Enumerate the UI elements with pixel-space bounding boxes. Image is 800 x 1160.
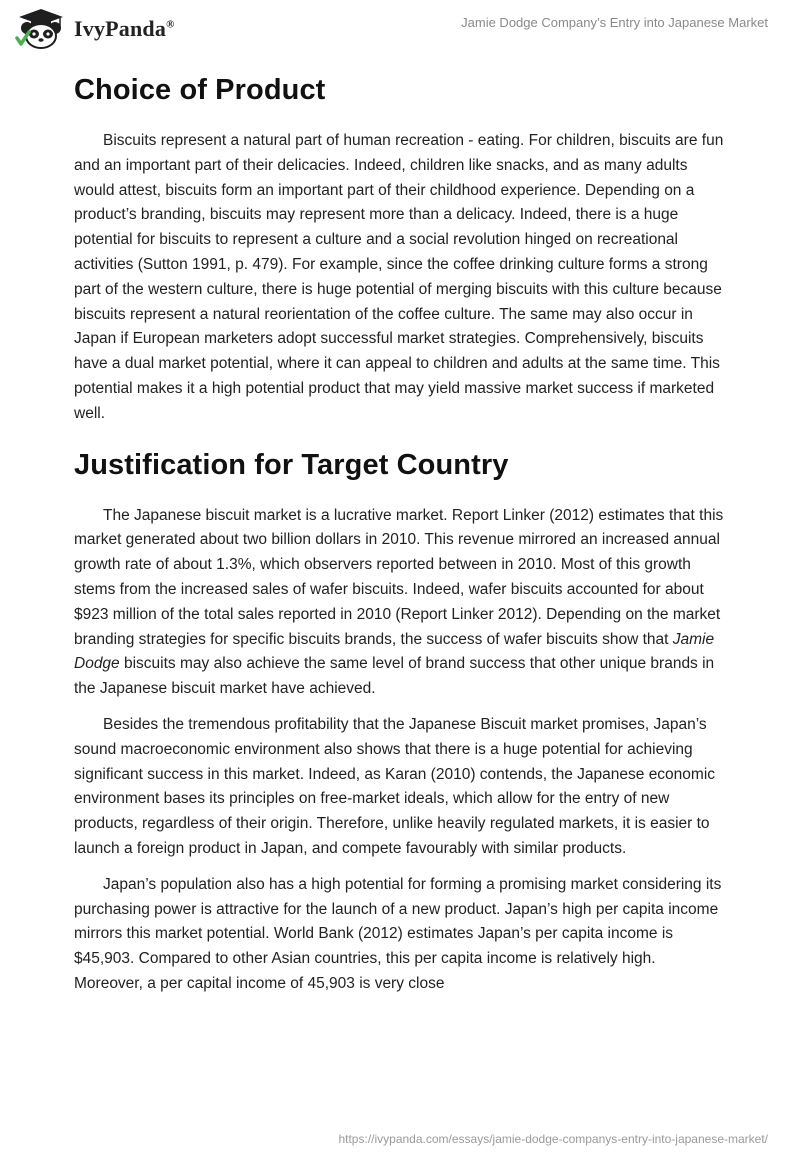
running-title: Jamie Dodge Company’s Entry into Japanese Market	[461, 15, 768, 30]
paragraph: The Japanese biscuit market is a lucrative market. Report Linker (2012) estimates that this market generated about two billion dollars in 2010. This revenue mirrored an increased annual growth rate of about 1.3%, which observers reported between in 2010. Most of this growth stems from the increased sales of wafer biscuits. Indeed, wafer biscuits accounted for about $923 million of the total sales reported in 2010 (Report Linker 2012). Depending on the market branding strategies for specific biscuits brands, the success of wafer biscuits show that Jamie Dodge biscuits may also achieve the same level of brand success that other unique brands in the Japanese biscuit market have achieved.	[74, 506, 724, 698]
section-heading: Justification for Target Country	[74, 448, 509, 481]
ivypanda-logo[interactable]	[14, 8, 175, 50]
paragraph: Biscuits represent a natural part of human recreation - eating. For children, biscuits are fun and an important part of their delicacies. Indeed, children like snacks, and as many adults would attest, biscuits form an important part of their childhood experience. Depending on a product’s branding, biscuits may represent more than a delicacy. Indeed, there is a huge potential for biscuits to represent a culture and a social revolution hinged on recreational activities (Sutton 1991, p. 479). For example, since the coffee drinking culture forms a strong part of the western culture, there is huge potential of merging biscuits with this culture because biscuits represent a natural reorientation of the coffee culture. The same may also occur in Japan if European marketers adopt successful market strategies. Comprehensively, biscuits have a dual market potential, where it can appeal to children and adults at the same time. This potential makes it a high potential product that may yield massive market success if marketed well.	[74, 132, 724, 422]
essay-body	[74, 68, 724, 1008]
paragraph: Japan’s population also has a high potential for forming a promising market considering its purchasing power is attractive for the launch of a new product. Japan’s high per capita income mirrors this market potential. World Bank (2012) estimates Japan’s per capita income is $45,903. Compared to other Asian countries, this per capita income is relatively high. Moreover, a per capital income of 45,903 is very close	[74, 875, 722, 992]
brand-name: IvyPanda®	[74, 16, 175, 41]
panda-graduate-icon	[14, 8, 68, 50]
paragraph: Besides the tremendous profitability that the Japanese Biscuit market promises, Japan’s sound macroeconomic environment also shows that there is a huge potential for achieving significant success in this market. Indeed, as Karan (2010) contends, the Japanese economic environment bases its principles on free-market ideals, which allow for the entry of new products, regardless of their origin. Therefore, unlike heavily regulated markets, it is easier to launch a foreign product in Japan, and compete favourably with similar products.	[74, 715, 716, 857]
page-header	[0, 0, 800, 60]
source-url[interactable]: https://ivypanda.com/essays/jamie-dodge-companys-entry-into-japanese-market/	[338, 1132, 768, 1146]
section-heading: Choice of Product	[74, 74, 326, 106]
emphasis-brand: Jamie Dodge	[74, 630, 715, 673]
